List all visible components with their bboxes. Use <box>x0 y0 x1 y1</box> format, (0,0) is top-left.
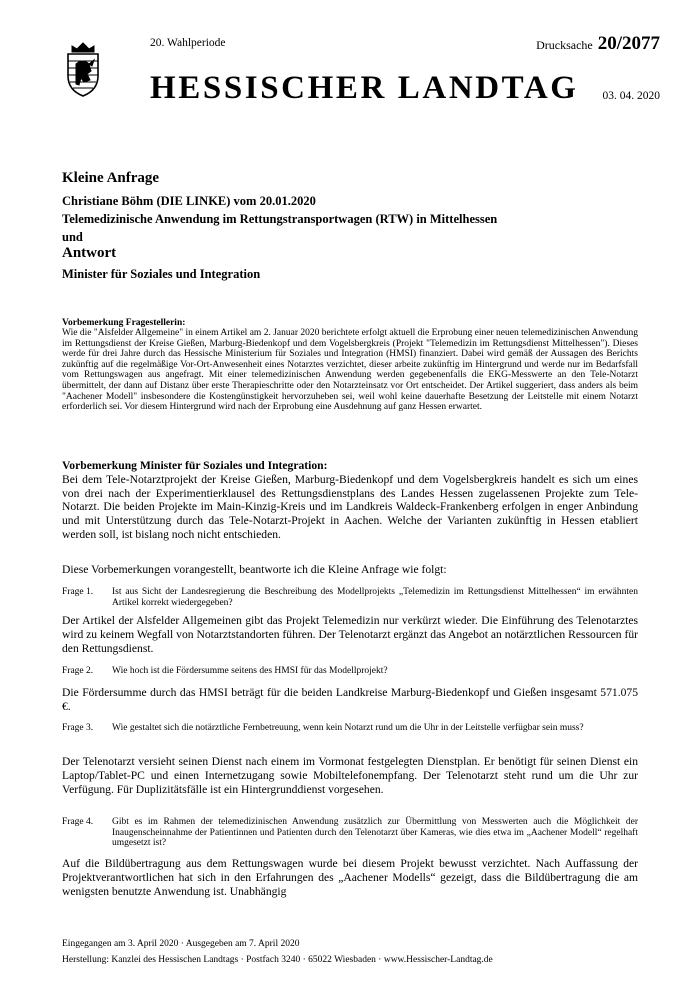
drucksache <box>536 33 660 55</box>
transition-sentence: Diese Vorbemerkungen vorangestellt, beantworte ich die Kleine Anfrage wie folgt: <box>62 563 447 576</box>
minister-line: Minister für Soziales und Integration <box>62 267 261 281</box>
antwort-heading: Antwort <box>62 245 117 261</box>
question-text: Wie hoch ist die Fördersumme seitens des HMSI für das Modellprojekt? <box>112 666 388 676</box>
question-1 <box>62 587 638 608</box>
author-line: Christiane Böhm (DIE LINKE) vom 20.01.2020 <box>62 194 316 208</box>
question-4 <box>62 817 638 849</box>
question-label: Frage 4. <box>62 817 94 827</box>
question-label: Frage 3. <box>62 723 94 733</box>
question-label: Frage 2. <box>62 666 94 676</box>
wahlperiode: 20. Wahlperiode <box>150 37 226 49</box>
question-2 <box>62 666 638 677</box>
footer-dates: Eingegangen am 3. April 2020 · Ausgegeben am 7. April 2020 <box>62 939 300 949</box>
question-label: Frage 1. <box>62 587 94 597</box>
document-date: 03. 04. 2020 <box>602 90 660 102</box>
drucksache-number: 20/2077 <box>597 33 660 54</box>
question-text: Wie gestaltet sich die notärztliche Fernbetreuung, wenn kein Notarzt rund um die Uhr in der Leitstelle verfügbar sein muss? <box>112 723 584 733</box>
answer-4: Auf die Bildübertragung aus dem Rettungswagen wurde bei diesem Projekt bewusst verzichtet. Nach Auffassung der Projektverantwortlichen hat sich in den Erfahrungen des „Aachener Modells“ gezeigt, dass die Bildübertragung die am wenigsten benutzte Anwendung ist. Unabhängig <box>62 857 638 898</box>
answer-2: Die Fördersumme durch das HMSI beträgt für die beiden Landkreise Marburg-Biedenkopf und Gießen insgesamt 571.075 €. <box>62 686 638 713</box>
vorbemerkung-fragestellerin-heading: Vorbemerkung Fragestellerin: <box>62 318 186 328</box>
und-line: und <box>62 230 83 244</box>
vorbemerkung-minister-heading: Vorbemerkung Minister für Soziales und Integration: <box>62 459 328 472</box>
question-text: Gibt es im Rahmen der telemedizinischen Anwendung zusätzlich zur Übermittlung von Messwerten auch die Möglichkeit der Inaugenscheinnahme der Patientinnen und Patienten durch den Telenotarzt über Kameras, wie dies etwa im „Aachener Modell“ regelhaft umgesetzt ist? <box>112 817 638 849</box>
kleine-anfrage-heading: Kleine Anfrage <box>62 170 160 186</box>
vorbemerkung-minister-text: Bei dem Tele-Notarztprojekt der Kreise Gießen, Marburg-Biedenkopf und dem Vogelsbergkreis handelt es sich um eines von drei nach der Experimentierklausel des Rettungsdienstplans des Landes Hessen zugelassenen Projekte zum Tele-Notarzt. Die beiden Projekte im Main-Kinzig-Kreis und im Landkreis Waldeck-Frankenberg erfolgen in enger Anbindung und mit Unterstützung durch das Tele-Notarzt-Projekt in Aachen. Welche der Varianten zukünftig in Hessen etabliert werden soll, ist bislang noch nicht entschieden. <box>62 472 638 541</box>
subject-line: Telemedizinische Anwendung im Rettungstransportwagen (RTW) in Mittelhessen <box>62 212 498 226</box>
question-text: Ist aus Sicht der Landesregierung die Beschreibung des Modellprojekts „Telemedizin im Rettungsdienst Mittelhessen“ im erwähnten Artikel korrekt wiedergegeben? <box>112 587 638 608</box>
drucksache-label: Drucksache <box>536 38 593 52</box>
vorbemerkung-fragestellerin <box>62 318 638 413</box>
hessen-coat-of-arms <box>63 40 103 98</box>
vorbemerkung-minister <box>62 459 638 542</box>
footer-imprint: Herstellung: Kanzlei des Hessischen Landtags · Postfach 3240 · 65022 Wiesbaden · www.Hessischer-Landtag.de <box>62 955 493 965</box>
question-3 <box>62 723 638 734</box>
vorbemerkung-fragestellerin-text: Wie die "Alsfelder Allgemeine" in einem Artikel am 2. Januar 2020 berichtete erfolgt aktuell die Erprobung einer neuen telemedizinischen Anwendung im Rettungsdienst der Kreise Gießen, Marburg-Biedenkopf und dem Vogelsbergkreis (Projekt "Telemedizin im Rettungsdienst Mittelhessen"). Dieses werde für drei Jahre durch das Hessische Ministerium für Soziales und Integration (HMSI) finanziert. Dabei wird gemäß der Aussagen des Berichts zukünftig auf die regelmäßige Vor-Ort-Anwesenheit eines Notarztes verzichtet, dieser arbeite zukünftig im Hintergrund und werde nur im Bedarfsfall vom Rettungswagen aus angefragt. Mit einer telemedizinischen Anwendung werden gegebenenfalls die EKG-Messwerte an den Tele-Notarzt übermittelt, der dann auf Distanz über erste Therapieschritte oder den Notarzteinsatz vor Ort entscheidet. Der Artikel suggeriert, dass anders als beim "Aachener Modell" insbesondere die Kostengünstigkeit hervorzuheben sei, weil wohl keine dauerhafte Besetzung der Leitstelle mit einem Notarzt erforderlich sei. Vor diesem Hintergrund wird nach der Erprobung eine Ausdehnung auf ganz Hessen erwartet. <box>62 328 638 413</box>
answer-3: Der Telenotarzt versieht seinen Dienst nach einem im Vormonat festgelegten Dienstplan. Er benötigt für seinen Dienst ein Laptop/Tablet-PC und einen Internetzugang sowie Mobiltelefonempfang. Der Telenotarzt steht rund um die Uhr zur Verfügung. Für Duplizitätsfälle ist ein Hintergrunddienst vorgesehen. <box>62 755 638 796</box>
answer-1: Der Artikel der Alsfelder Allgemeinen gibt das Projekt Telemedizin nur verkürzt wieder. Die Einführung des Telenotarztes wird zu keinem Wegfall von Notarztstandorten führen. Der Telenotarzt ergänzt das Angebot an notärztlichen Ressourcen für den Rettungsdienst. <box>62 614 638 655</box>
parliament-title: HESSISCHER LANDTAG <box>150 70 579 106</box>
